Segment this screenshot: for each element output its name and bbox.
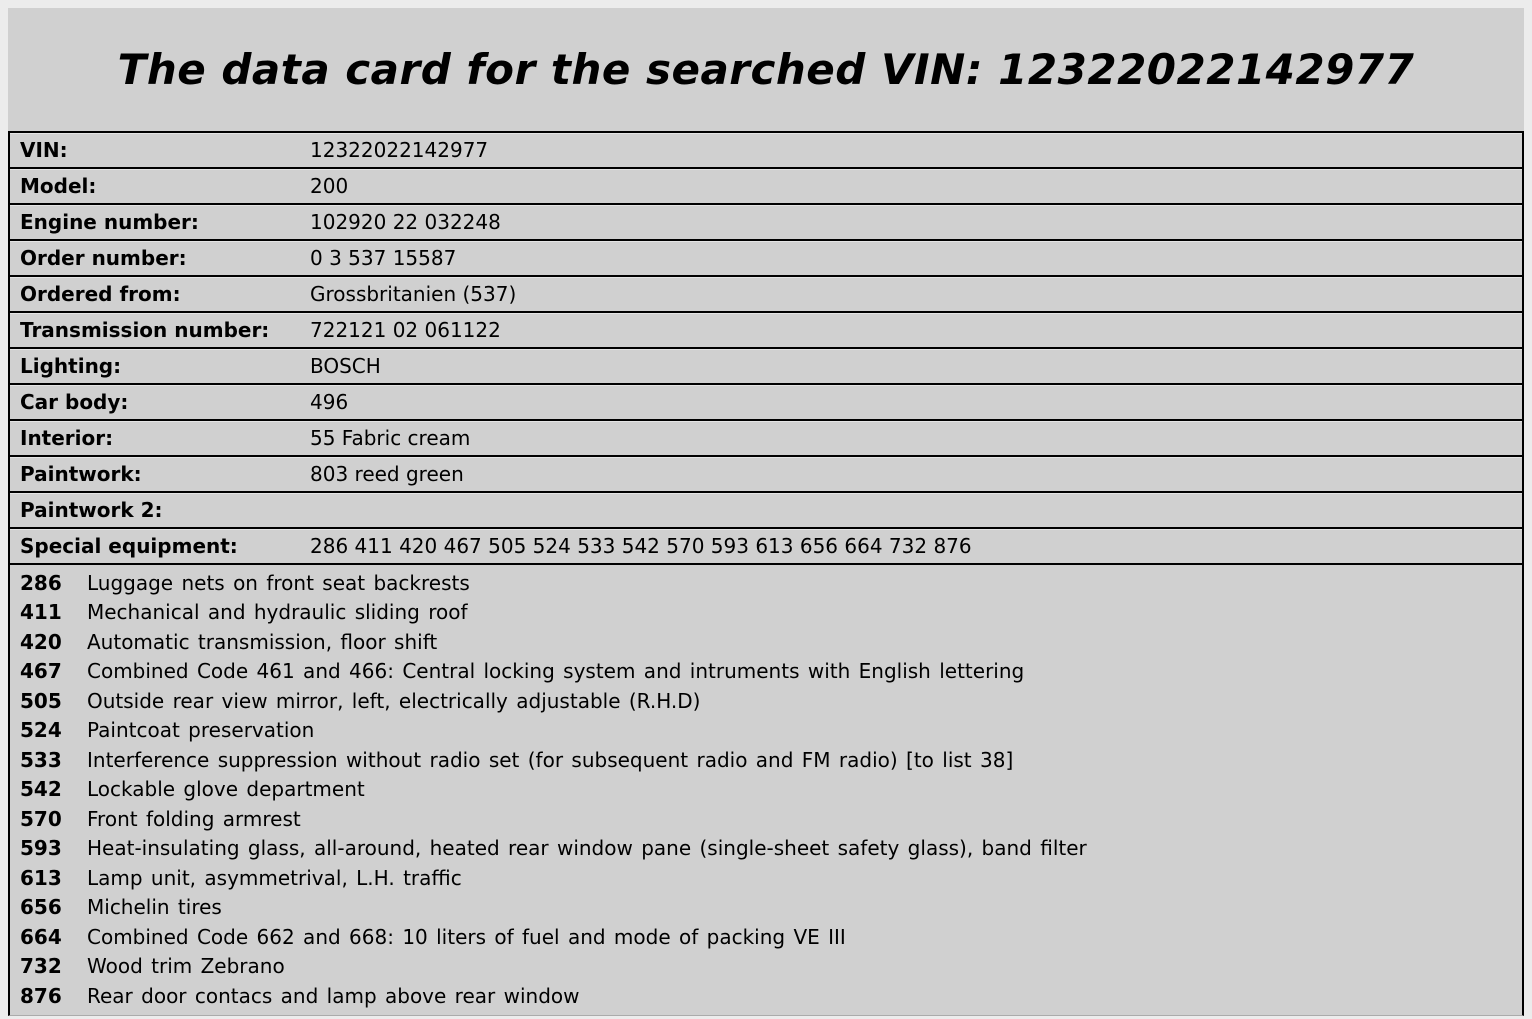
list-item xyxy=(10,775,1522,805)
field-value: 0 3 537 15587 xyxy=(310,246,457,270)
table-row xyxy=(10,385,1522,421)
equipment-code: 613 xyxy=(20,865,62,890)
field-label: Car body: xyxy=(20,390,129,414)
field-label: Lighting: xyxy=(20,354,122,378)
equipment-code: 467 xyxy=(20,659,62,684)
equipment-code: 542 xyxy=(20,777,62,802)
field-value: 286 411 420 467 505 524 533 542 570 593 613 656 664 732 876 xyxy=(310,534,972,558)
equipment-code: 876 xyxy=(20,983,62,1008)
field-label: Paintwork: xyxy=(20,462,142,486)
field-label: Paintwork 2: xyxy=(20,498,163,522)
field-label: Ordered from: xyxy=(20,282,181,306)
equipment-code: 533 xyxy=(20,747,62,772)
list-item xyxy=(10,716,1522,746)
field-label: Order number: xyxy=(20,246,187,270)
list-item xyxy=(10,981,1522,1011)
field-label: Special equipment: xyxy=(20,534,238,558)
vehicle-fields-table xyxy=(8,131,1524,565)
table-row xyxy=(10,277,1522,313)
equipment-code: 664 xyxy=(20,924,62,949)
field-value: 55 Fabric cream xyxy=(310,426,471,450)
field-value: 722121 02 061122 xyxy=(310,318,501,342)
list-item xyxy=(10,657,1522,687)
equipment-description: Heat-insulating glass, all-around, heated rear window pane (single-sheet safety glass), band filter xyxy=(87,836,1087,861)
equipment-code: 593 xyxy=(20,836,62,861)
data-card xyxy=(8,8,1524,1016)
equipment-code: 732 xyxy=(20,954,62,979)
list-item xyxy=(10,804,1522,834)
equipment-code: 411 xyxy=(20,600,62,625)
equipment-list xyxy=(8,565,1524,1016)
field-label: Transmission number: xyxy=(20,318,270,342)
table-row xyxy=(10,169,1522,205)
equipment-code: 286 xyxy=(20,570,62,595)
field-label: Model: xyxy=(20,174,97,198)
equipment-description: Lamp unit, asymmetrival, L.H. traffic xyxy=(87,865,462,890)
table-row xyxy=(10,241,1522,277)
equipment-description: Automatic transmission, floor shift xyxy=(87,629,438,654)
equipment-description: Luggage nets on front seat backrests xyxy=(87,570,470,595)
equipment-code: 505 xyxy=(20,688,62,713)
table-row xyxy=(10,349,1522,385)
equipment-description: Michelin tires xyxy=(87,895,222,920)
field-value: 102920 22 032248 xyxy=(310,210,501,234)
list-item xyxy=(10,686,1522,716)
field-value: Grossbritanien (537) xyxy=(310,282,517,306)
field-value: BOSCH xyxy=(310,354,381,378)
table-row xyxy=(10,457,1522,493)
table-row xyxy=(10,133,1522,169)
list-item xyxy=(10,627,1522,657)
equipment-description: Combined Code 662 and 668: 10 liters of fuel and mode of packing VE III xyxy=(87,924,846,949)
list-item xyxy=(10,568,1522,598)
list-item xyxy=(10,745,1522,775)
equipment-description: Combined Code 461 and 466: Central locking system and intruments with English lettering xyxy=(87,659,1025,684)
page-title: The data card for the searched VIN: 12322022142977 xyxy=(117,45,1415,94)
list-item xyxy=(10,863,1522,893)
table-row xyxy=(10,313,1522,349)
equipment-description: Mechanical and hydraulic sliding roof xyxy=(87,600,468,625)
list-item xyxy=(10,893,1522,923)
equipment-code: 570 xyxy=(20,806,62,831)
equipment-code: 524 xyxy=(20,718,62,743)
equipment-description: Lockable glove department xyxy=(87,777,365,802)
list-item xyxy=(10,952,1522,982)
equipment-code: 420 xyxy=(20,629,62,654)
list-item xyxy=(10,834,1522,864)
list-item xyxy=(10,922,1522,952)
table-row xyxy=(10,529,1522,565)
table-row xyxy=(10,493,1522,529)
equipment-description: Paintcoat preservation xyxy=(87,718,315,743)
field-value: 200 xyxy=(310,174,349,198)
equipment-description: Rear door contacs and lamp above rear window xyxy=(87,983,580,1008)
list-item xyxy=(10,598,1522,628)
equipment-code: 656 xyxy=(20,895,62,920)
equipment-description: Outside rear view mirror, left, electrically adjustable (R.H.D) xyxy=(87,688,701,713)
field-label: Engine number: xyxy=(20,210,199,234)
field-value: 496 xyxy=(310,390,349,414)
equipment-description: Front folding armrest xyxy=(87,806,301,831)
field-label: VIN: xyxy=(20,138,68,162)
field-label: Interior: xyxy=(20,426,114,450)
table-row xyxy=(10,421,1522,457)
equipment-description: Wood trim Zebrano xyxy=(87,954,285,979)
table-row xyxy=(10,205,1522,241)
field-value: 12322022142977 xyxy=(310,138,489,162)
field-value: 803 reed green xyxy=(310,462,464,486)
equipment-description: Interference suppression without radio set (for subsequent radio and FM radio) [to list 38] xyxy=(87,747,1014,772)
